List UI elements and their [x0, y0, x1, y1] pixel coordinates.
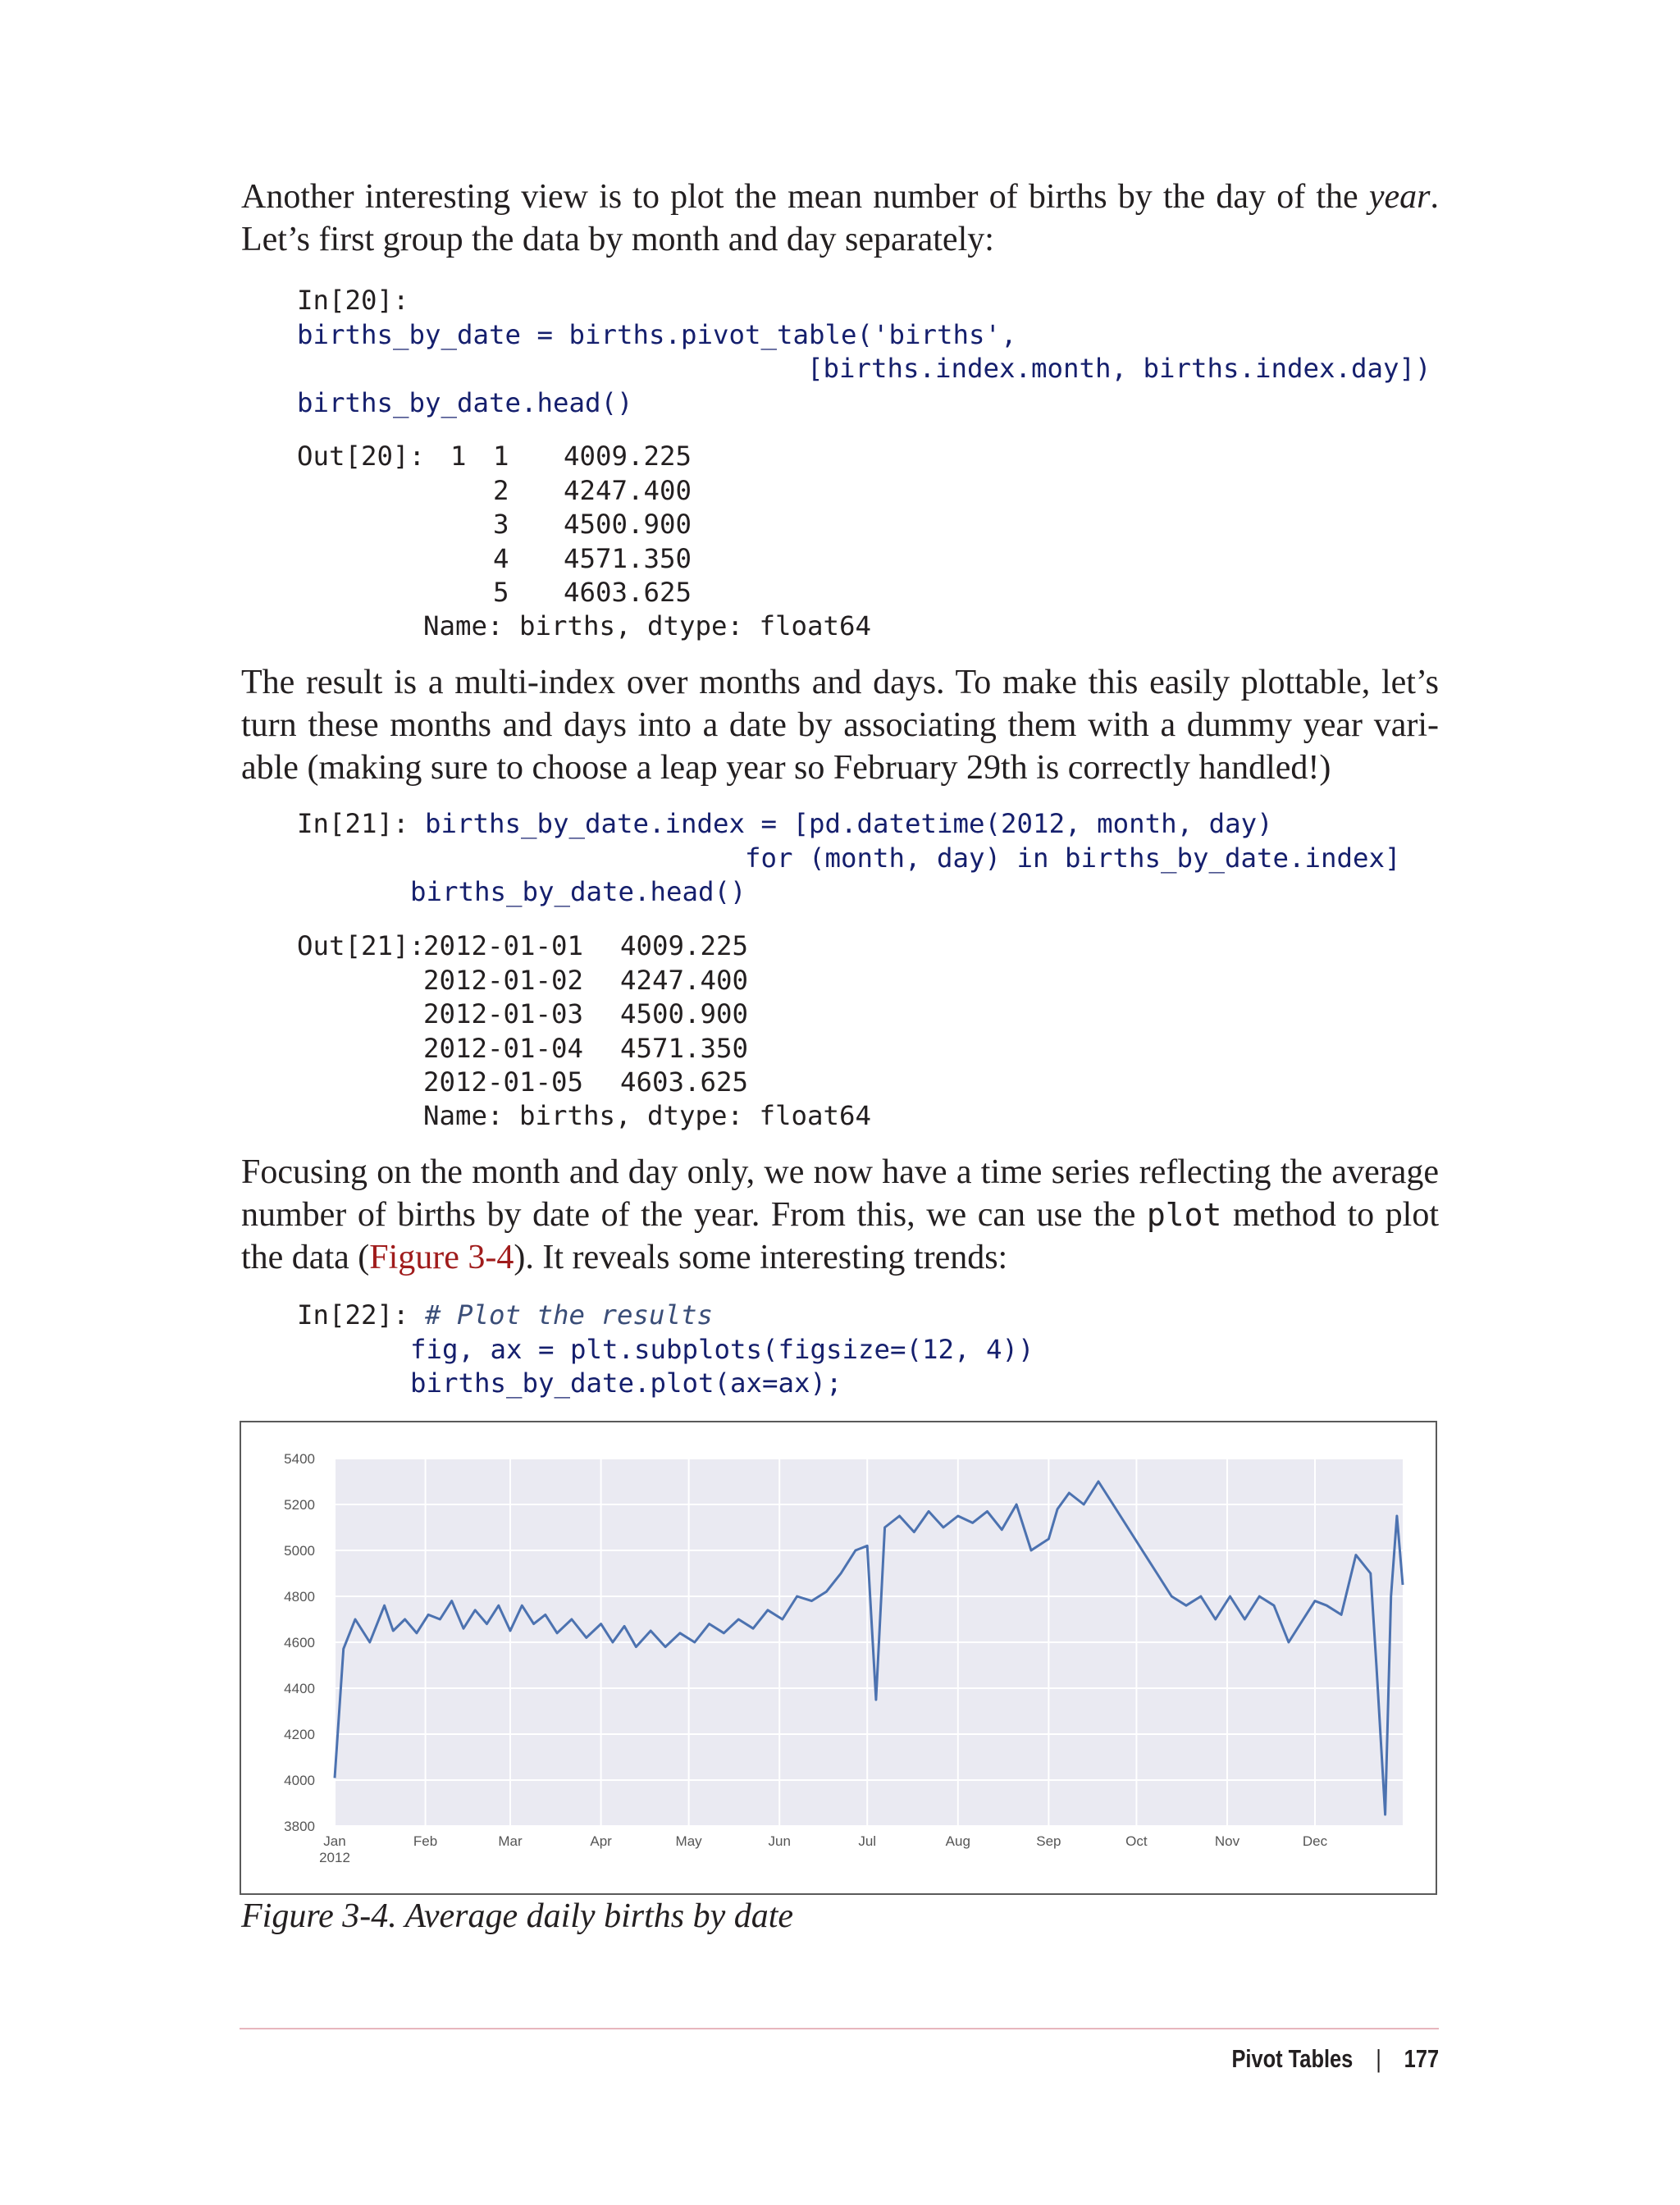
out20-label: Out[20]:: [297, 441, 426, 472]
code-out21: [297, 929, 748, 1100]
x-tick-label: Dec: [1302, 1833, 1328, 1849]
out21-value: 4571.350: [620, 1032, 749, 1064]
out20-footer: Name: births, dtype: float64: [423, 610, 872, 641]
in22-comment: # Plot the results: [425, 1299, 714, 1331]
code-in20: [297, 284, 1431, 420]
in22-line2: fig, ax = plt.subplots(figsize=(12, 4)): [410, 1333, 1034, 1365]
x-tick-label: Jan: [323, 1833, 346, 1849]
x-tick-label: Apr: [590, 1833, 612, 1849]
x-tick-label: Mar: [498, 1833, 523, 1849]
y-tick-label: 4600: [284, 1635, 315, 1650]
out20-day: 3: [493, 509, 509, 540]
code-out20: [297, 440, 692, 610]
y-tick-label: 4000: [284, 1773, 315, 1788]
out20-day: 5: [493, 577, 509, 608]
page-footer: [1231, 2041, 1439, 2077]
out20-row: [450, 440, 692, 474]
in20-label: In[20]:: [297, 285, 409, 316]
emphasis-year: year: [1368, 178, 1431, 216]
y-tick-label: 5400: [284, 1451, 315, 1467]
out21-date: 2012-01-05: [423, 1066, 584, 1098]
x-tick-label: Aug: [945, 1833, 970, 1849]
out21-row: [423, 1032, 748, 1066]
out20-row: [450, 576, 692, 610]
multi-index-paragraph: The result is a multi-index over months and days. To make this easily plottable, let’s turn these months and days into a date by associating them with a dummy year vari-able (making sure to choose a leap year so February 29th is correctly handled!): [241, 664, 1439, 787]
footer-rule: [240, 2028, 1439, 2029]
x-tick-label: Jul: [858, 1833, 877, 1849]
page-number: 177: [1404, 2044, 1439, 2073]
in21-line3: births_by_date.head(): [410, 876, 746, 907]
in20-line2: [births.index.month, births.index.day]): [807, 353, 1431, 384]
out21-value: 4603.625: [620, 1066, 749, 1098]
running-head: Pivot Tables: [1231, 2044, 1354, 2073]
in22-label: In[22]:: [297, 1299, 409, 1331]
out21-row: [423, 964, 748, 998]
out21-value: 4247.400: [620, 964, 749, 996]
out20-day: 2: [493, 474, 509, 506]
out21-label: Out[21]:: [297, 930, 426, 961]
x-tick-sublabel: 2012: [319, 1850, 350, 1865]
out20-day: 1: [493, 441, 509, 472]
y-tick-label: 4400: [284, 1681, 315, 1696]
in20-line1: births_by_date = births.pivot_table('births',: [297, 318, 1017, 350]
figure-3-4-link[interactable]: Figure 3-4: [369, 1239, 514, 1276]
in21-line1: births_by_date.index = [pd.datetime(2012, month, day): [425, 808, 1273, 839]
intro-paragraph: Another interesting view is to plot the mean number of births by the day of the year. Let’s first group the data by month and day separately:: [241, 178, 1439, 258]
out20-value: 4500.900: [564, 509, 692, 540]
out21-row: [423, 1066, 748, 1100]
births-line-chart: [241, 1422, 1436, 1893]
out21-value: 4009.225: [620, 930, 749, 961]
figure-3-4: [240, 1421, 1437, 1895]
x-tick-label: Oct: [1125, 1833, 1148, 1849]
out21-row: [423, 998, 748, 1032]
out20-value: 4603.625: [564, 577, 692, 608]
footer-separator: |: [1376, 2044, 1381, 2073]
time-series-paragraph: Focusing on the month and day only, we now have a time series reflecting the average number of births by date of the year. From this, we can use the plot method to plot the data (Figure 3-4). It reveals some interesting trends:: [241, 1153, 1439, 1276]
code-in21: [297, 807, 1401, 910]
out21-row: [423, 929, 748, 964]
x-tick-label: Jun: [768, 1833, 791, 1849]
out21-date: 2012-01-02: [423, 964, 584, 996]
out20-value: 4571.350: [564, 542, 692, 574]
figure-caption: Figure 3-4. Average daily births by date: [241, 1897, 794, 1935]
code-in22: [297, 1299, 1034, 1401]
out21-value: 4500.900: [620, 998, 749, 1029]
out20-row: [450, 508, 692, 542]
x-tick-label: Sep: [1036, 1833, 1061, 1849]
in22-line3: births_by_date.plot(ax=ax);: [410, 1367, 842, 1399]
out20-row: [450, 542, 692, 577]
inline-code-plot: plot: [1146, 1197, 1222, 1233]
y-tick-label: 3800: [284, 1819, 315, 1834]
out21-footer: Name: births, dtype: float64: [423, 1100, 872, 1131]
y-tick-label: 5000: [284, 1543, 315, 1559]
y-tick-label: 5200: [284, 1497, 315, 1513]
x-tick-label: May: [675, 1833, 702, 1849]
out20-month: 1: [450, 441, 467, 472]
x-tick-label: Nov: [1214, 1833, 1240, 1849]
y-tick-label: 4800: [284, 1589, 315, 1605]
y-tick-label: 4200: [284, 1727, 315, 1742]
out20-row: [450, 474, 692, 509]
out21-date: 2012-01-03: [423, 998, 584, 1029]
x-tick-label: Feb: [413, 1833, 438, 1849]
out20-day: 4: [493, 542, 509, 574]
out21-date: 2012-01-01: [423, 930, 584, 961]
out20-value: 4009.225: [564, 441, 692, 472]
in21-line2: for (month, day) in births_by_date.index]: [745, 842, 1401, 874]
out20-value: 4247.400: [564, 474, 692, 506]
in21-label: In[21]:: [297, 808, 409, 839]
in20-line3: births_by_date.head(): [297, 386, 633, 418]
out21-date: 2012-01-04: [423, 1032, 584, 1064]
